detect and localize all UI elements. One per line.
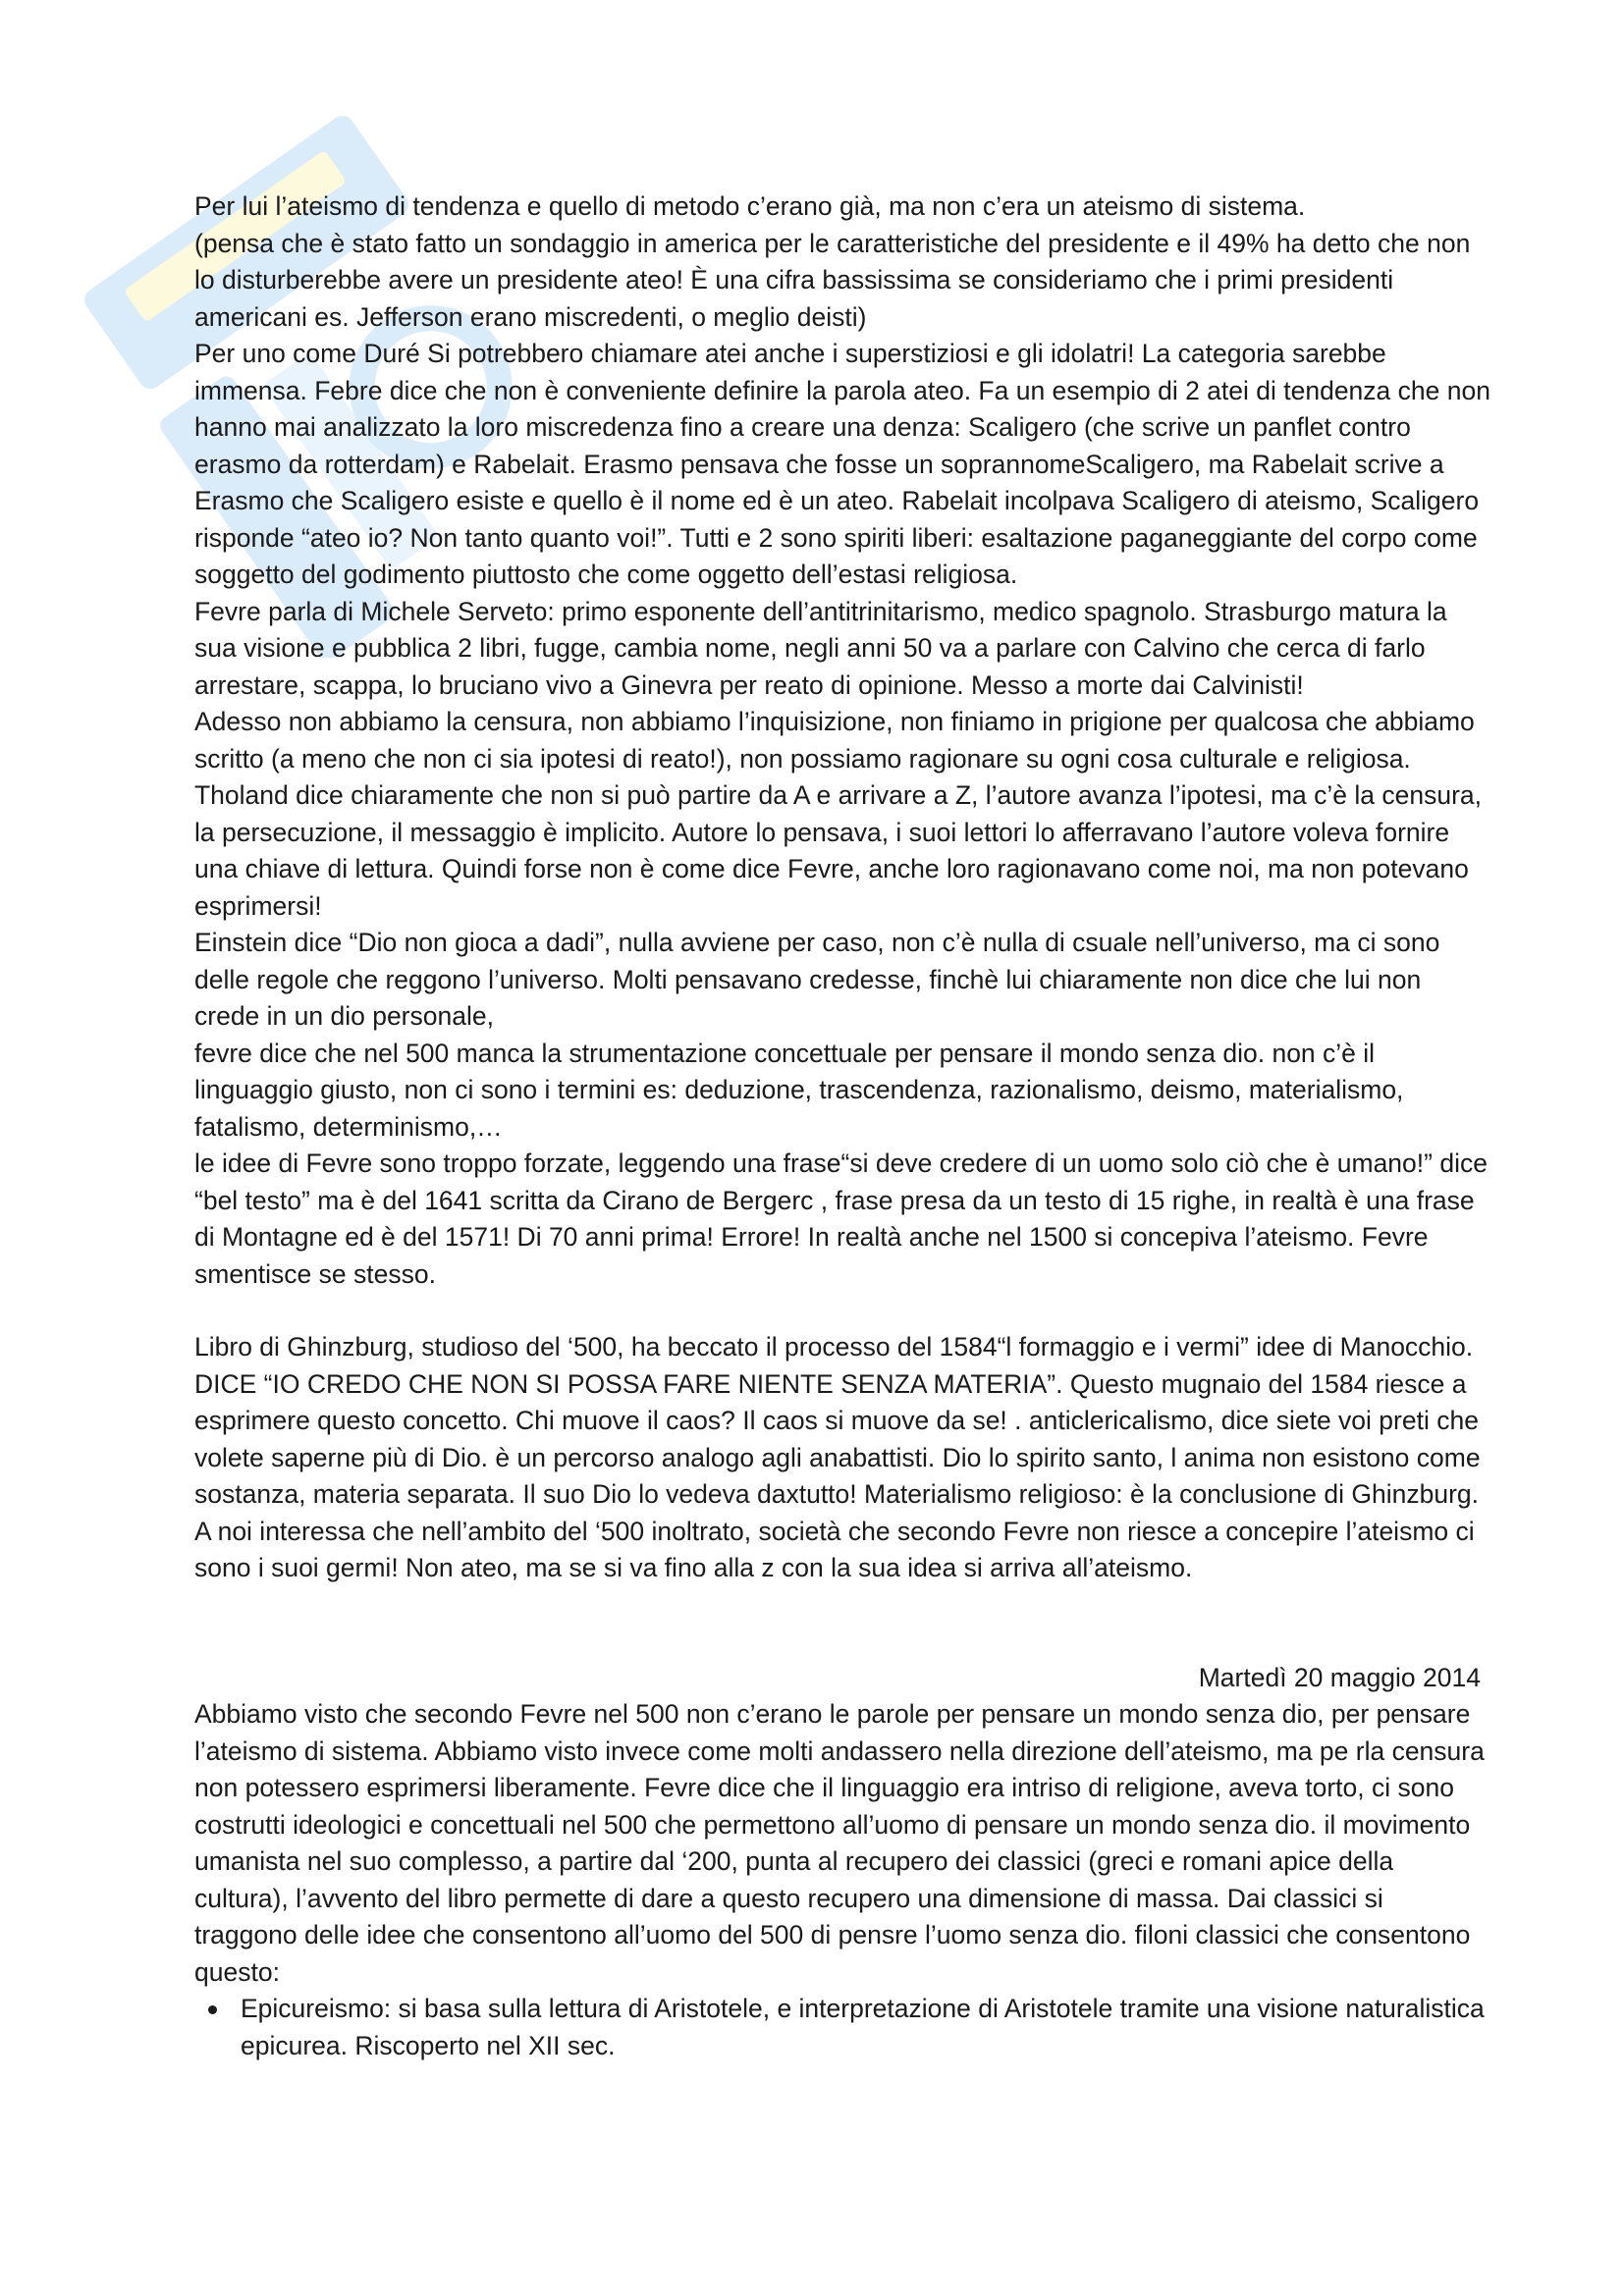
- bullet-list: [194, 1991, 1490, 2064]
- paragraph: le idee di Fevre sono troppo forzate, leggendo una frase“si deve credere di un uomo solo ciò che è umano!” dice “bel testo” ma è del 1641 scritta da Cirano de Bergerc , frase presa da un testo di 15 righe, in realtà è una frase di Montagne ed è del 1571! Di 70 anni prima! Errore! In realtà anche nel 1500 si concepiva l’ateismo. Fevre smentisce se stesso.: [194, 1148, 1488, 1289]
- paragraph: Per uno come Duré Si potrebbero chiamare atei anche i superstiziosi e gli idolatri! La categoria sarebbe immensa. Febre dice che non è conveniente definire la parola ateo. Fa un esempio di 2 atei di tendenza che non hanno mai analizzato la loro miscredenza fino a creare una denza: Scaligero (che scrive un panflet contro erasmo da rotterdam) e Rabelait. Erasmo pensava che fosse un soprannomeScaligero, ma Rabelait scrive a Erasmo che Scaligero esiste e quello è il nome ed è un ateo. Rabelait incolpava Scaligero di ateismo, Scaligero risponde “ateo io? Non tanto quanto voi!”. Tutti e 2 sono spiriti liberi: esaltazione paganeggiante del corpo come soggetto del godimento piuttosto che come oggetto dell’estasi religiosa.: [194, 339, 1490, 589]
- paragraph: Per lui l’ateismo di tendenza e quello di metodo c’erano già, ma non c’era un ateismo di sistema.: [194, 191, 1306, 221]
- bullet-icon: [208, 2005, 217, 2014]
- paragraph: Fevre parla di Michele Serveto: primo esponente dell’antitrinitarismo, medico spagnolo. Strasburgo matura la sua visione e pubblica 2 libri, fugge, cambia nome, negli anni 50 va a parlare con Calvino che cerca di farlo arrestare, scappa, lo bruciano vivo a Ginevra per reato di opinione. Messo a morte dai Calvinisti!: [194, 596, 1447, 700]
- paragraph: fevre dice che nel 500 manca la strumentazione concettuale per pensare il mondo senza dio. non c’è il linguaggio giusto, non ci sono i termini es: deduzione, trascendenza, razionalismo, deismo, materialismo, fatalismo, determinismo,…: [194, 1038, 1404, 1142]
- list-item: [194, 1991, 1490, 2064]
- lesson-date: Martedì 20 maggio 2014: [1198, 1662, 1481, 1692]
- document-body: [194, 188, 1490, 2064]
- list-item-text: Epicureismo: si basa sulla lettura di Aristotele, e interpretazione di Aristotele tramite una visione naturalistica epicurea. Riscoperto nel XII sec.: [241, 1994, 1485, 2060]
- paragraph: Einstein dice “Dio non gioca a dadi”, nulla avviene per caso, non c’è nulla di csuale nell’universo, ma ci sono delle regole che reggono l’universo. Molti pensavano credesse, finchè lui chiaramente non dice che lui non crede in un dio personale,: [194, 928, 1440, 1031]
- paragraph-lesson: Abbiamo visto che secondo Fevre nel 500 non c’erano le parole per pensare un mondo senza dio, per pensare l’ateismo di sistema. Abbiamo visto invece come molti andassero nella direzione dell’ateismo, ma pe rla censura non potessero esprimersi liberamente. Fevre dice che il linguaggio era intriso di religione, aveva torto, ci sono costrutti ideologici e concettuali nel 500 che permettono all’uomo di pensare un mondo senza dio. il movimento umanista nel suo complesso, a partire dal ‘200, punta al recupero dei classici (greci e romani apice della cultura), l’avvento del libro permette di dare a questo recupero una dimensione di massa. Dai classici si traggono delle idee che consentono all’uomo del 500 di pensre l’uomo senza dio. filoni classici che consentono questo:: [194, 1699, 1485, 1987]
- paragraph: (pensa che è stato fatto un sondaggio in america per le caratteristiche del presidente e il 49% ha detto che non lo disturberebbe avere un presidente ateo! È una cifra bassissima se consideriamo che i primi presidenti americani es. Jefferson erano miscredenti, o meglio deisti): [194, 228, 1471, 332]
- paragraph-ghinzburg: Libro di Ghinzburg, studioso del ‘500, ha beccato il processo del 1584“l formaggio e i vermi” idee di Manocchio. DICE “IO CREDO CHE NON SI POSSA FARE NIENTE SENZA MATERIA”. Questo mugnaio del 1584 riesce a esprimere questo concetto. Chi muove il caos? Il caos si muove da se! . anticlericalismo, dice siete voi preti che volete saperne più di Dio. è un percorso analogo agli anabattisti. Dio lo spirito santo, l anima non esistono come sostanza, materia separata. Il suo Dio lo vedeva daxtutto! Materialismo religioso: è la conclusione di Ghinzburg. A noi interessa che nell’ambito del ‘500 inoltrato, società che secondo Fevre non riesce a concepire l’ateismo ci sono i suoi germi! Non ateo, ma se si va fino alla z con la sua idea si arriva all’ateismo.: [194, 1332, 1481, 1582]
- paragraph: Adesso non abbiamo la censura, non abbiamo l’inquisizione, non finiamo in prigione per qualcosa che abbiamo scritto (a meno che non ci sia ipotesi di reato!), non possiamo ragionare su ogni cosa culturale e religiosa. Tholand dice chiaramente che non si può partire da A e arrivare a Z, l’autore avanza l’ipotesi, ma c’è la censura, la persecuzione, il messaggio è implicito. Autore lo pensava, i suoi lettori lo afferravano l’autore voleva fornire una chiave di lettura. Quindi forse non è come dice Fevre, anche loro ragionavano come noi, ma non potevano esprimersi!: [194, 707, 1482, 921]
